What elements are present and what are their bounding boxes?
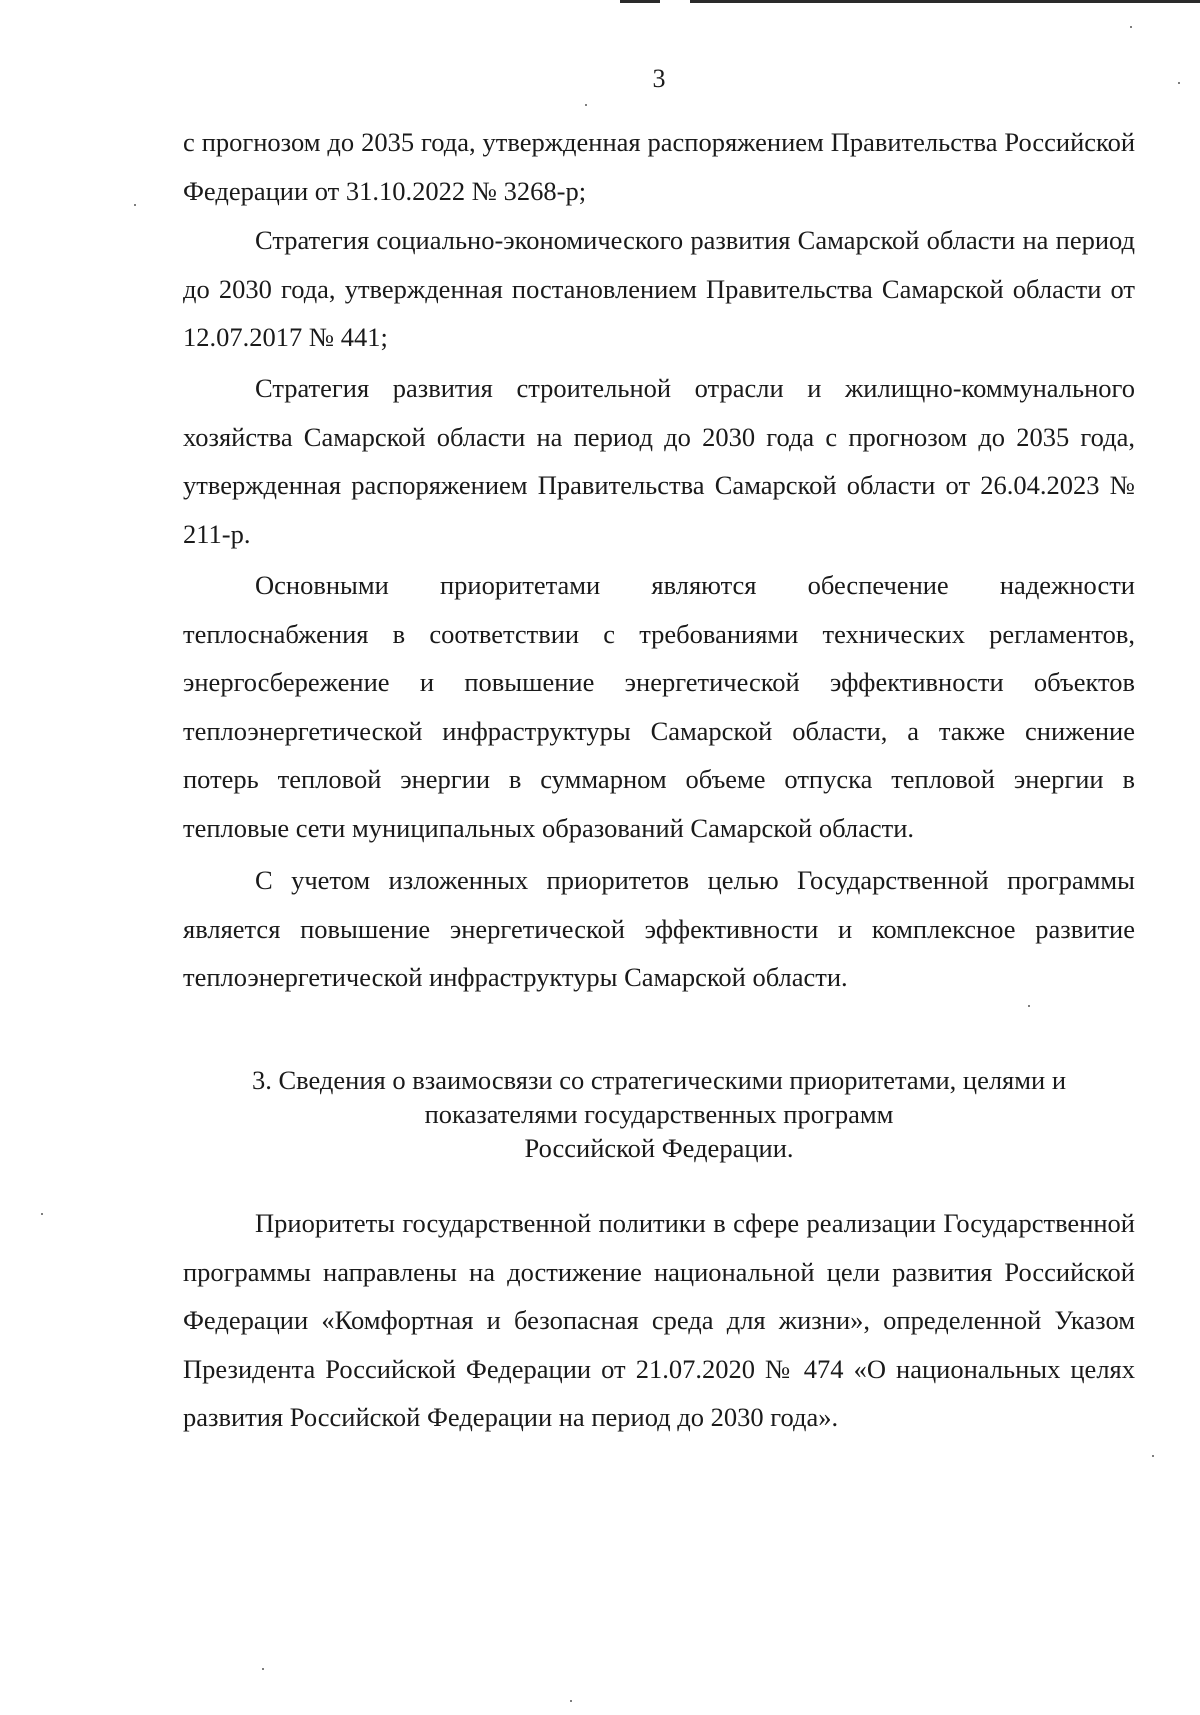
scan-speck [262, 1668, 264, 1670]
scan-speck [134, 204, 136, 206]
scan-speck [1028, 1005, 1030, 1007]
scan-speck [41, 1213, 43, 1215]
section-heading-line: показателями государственных программ [424, 1099, 894, 1129]
scan-edge-line [620, 0, 660, 3]
section-heading [183, 1063, 1135, 1165]
scan-edge-line [690, 0, 1200, 3]
paragraph-program-goal: С учетом изложенных приоритетов целью Государственной программы является повышение энергетической эффективности и комплексное развитие теплоэнергетической инфраструктуры Самарской области. [183, 865, 1135, 992]
scan-speck [570, 1700, 572, 1702]
scan-speck [1152, 1455, 1154, 1457]
paragraph-construction-strategy: Стратегия развития строительной отрасли и жилищно-коммунального хозяйства Самарской области на период до 2030 года с прогнозом до 2035 года, утвержденная распоряжением Правительства Самарской области от 26.04.2023 № 211-р. [183, 373, 1135, 549]
paragraph-national-goals: Приоритеты государственной политики в сфере реализации Государственной программы направлены на достижение национальной цели развития Российской Федерации «Комфортная и безопасная среда для жизни», определенной Указом Президента Российской Федерации от 21.07.2020 № 474 «О национальных целях развития Российской Федерации на период до 2030 года». [183, 1208, 1135, 1432]
page-number: 3 [652, 64, 666, 93]
paragraph-samara-strategy: Стратегия социально-экономического развития Самарской области на период до 2030 года, утвержденная постановлением Правительства Самарской области от 12.07.2017 № 441; [183, 225, 1135, 352]
section-heading-line: 3. Сведения о взаимосвязи со стратегическими приоритетами, целями и [251, 1065, 1067, 1095]
paragraph-priorities: Основными приоритетами являются обеспечение надежности теплоснабжения в соответствии с требованиями технических регламентов, энергосбережение и повышение энергетической эффективности объектов теплоэнергетической инфраструктуры Самарской области, а также снижение потерь тепловой энергии в суммарном объеме отпуска тепловой энергии в тепловые сети муниципальных образований Самарской области. [183, 570, 1135, 843]
section-heading-line: Российской Федерации. [524, 1133, 794, 1163]
scan-speck [585, 104, 587, 106]
paragraph-strategy-continuation: с прогнозом до 2035 года, утвержденная распоряжением Правительства Российской Федерации от 31.10.2022 № 3268-р; [183, 127, 1135, 206]
scan-speck [1130, 26, 1132, 28]
